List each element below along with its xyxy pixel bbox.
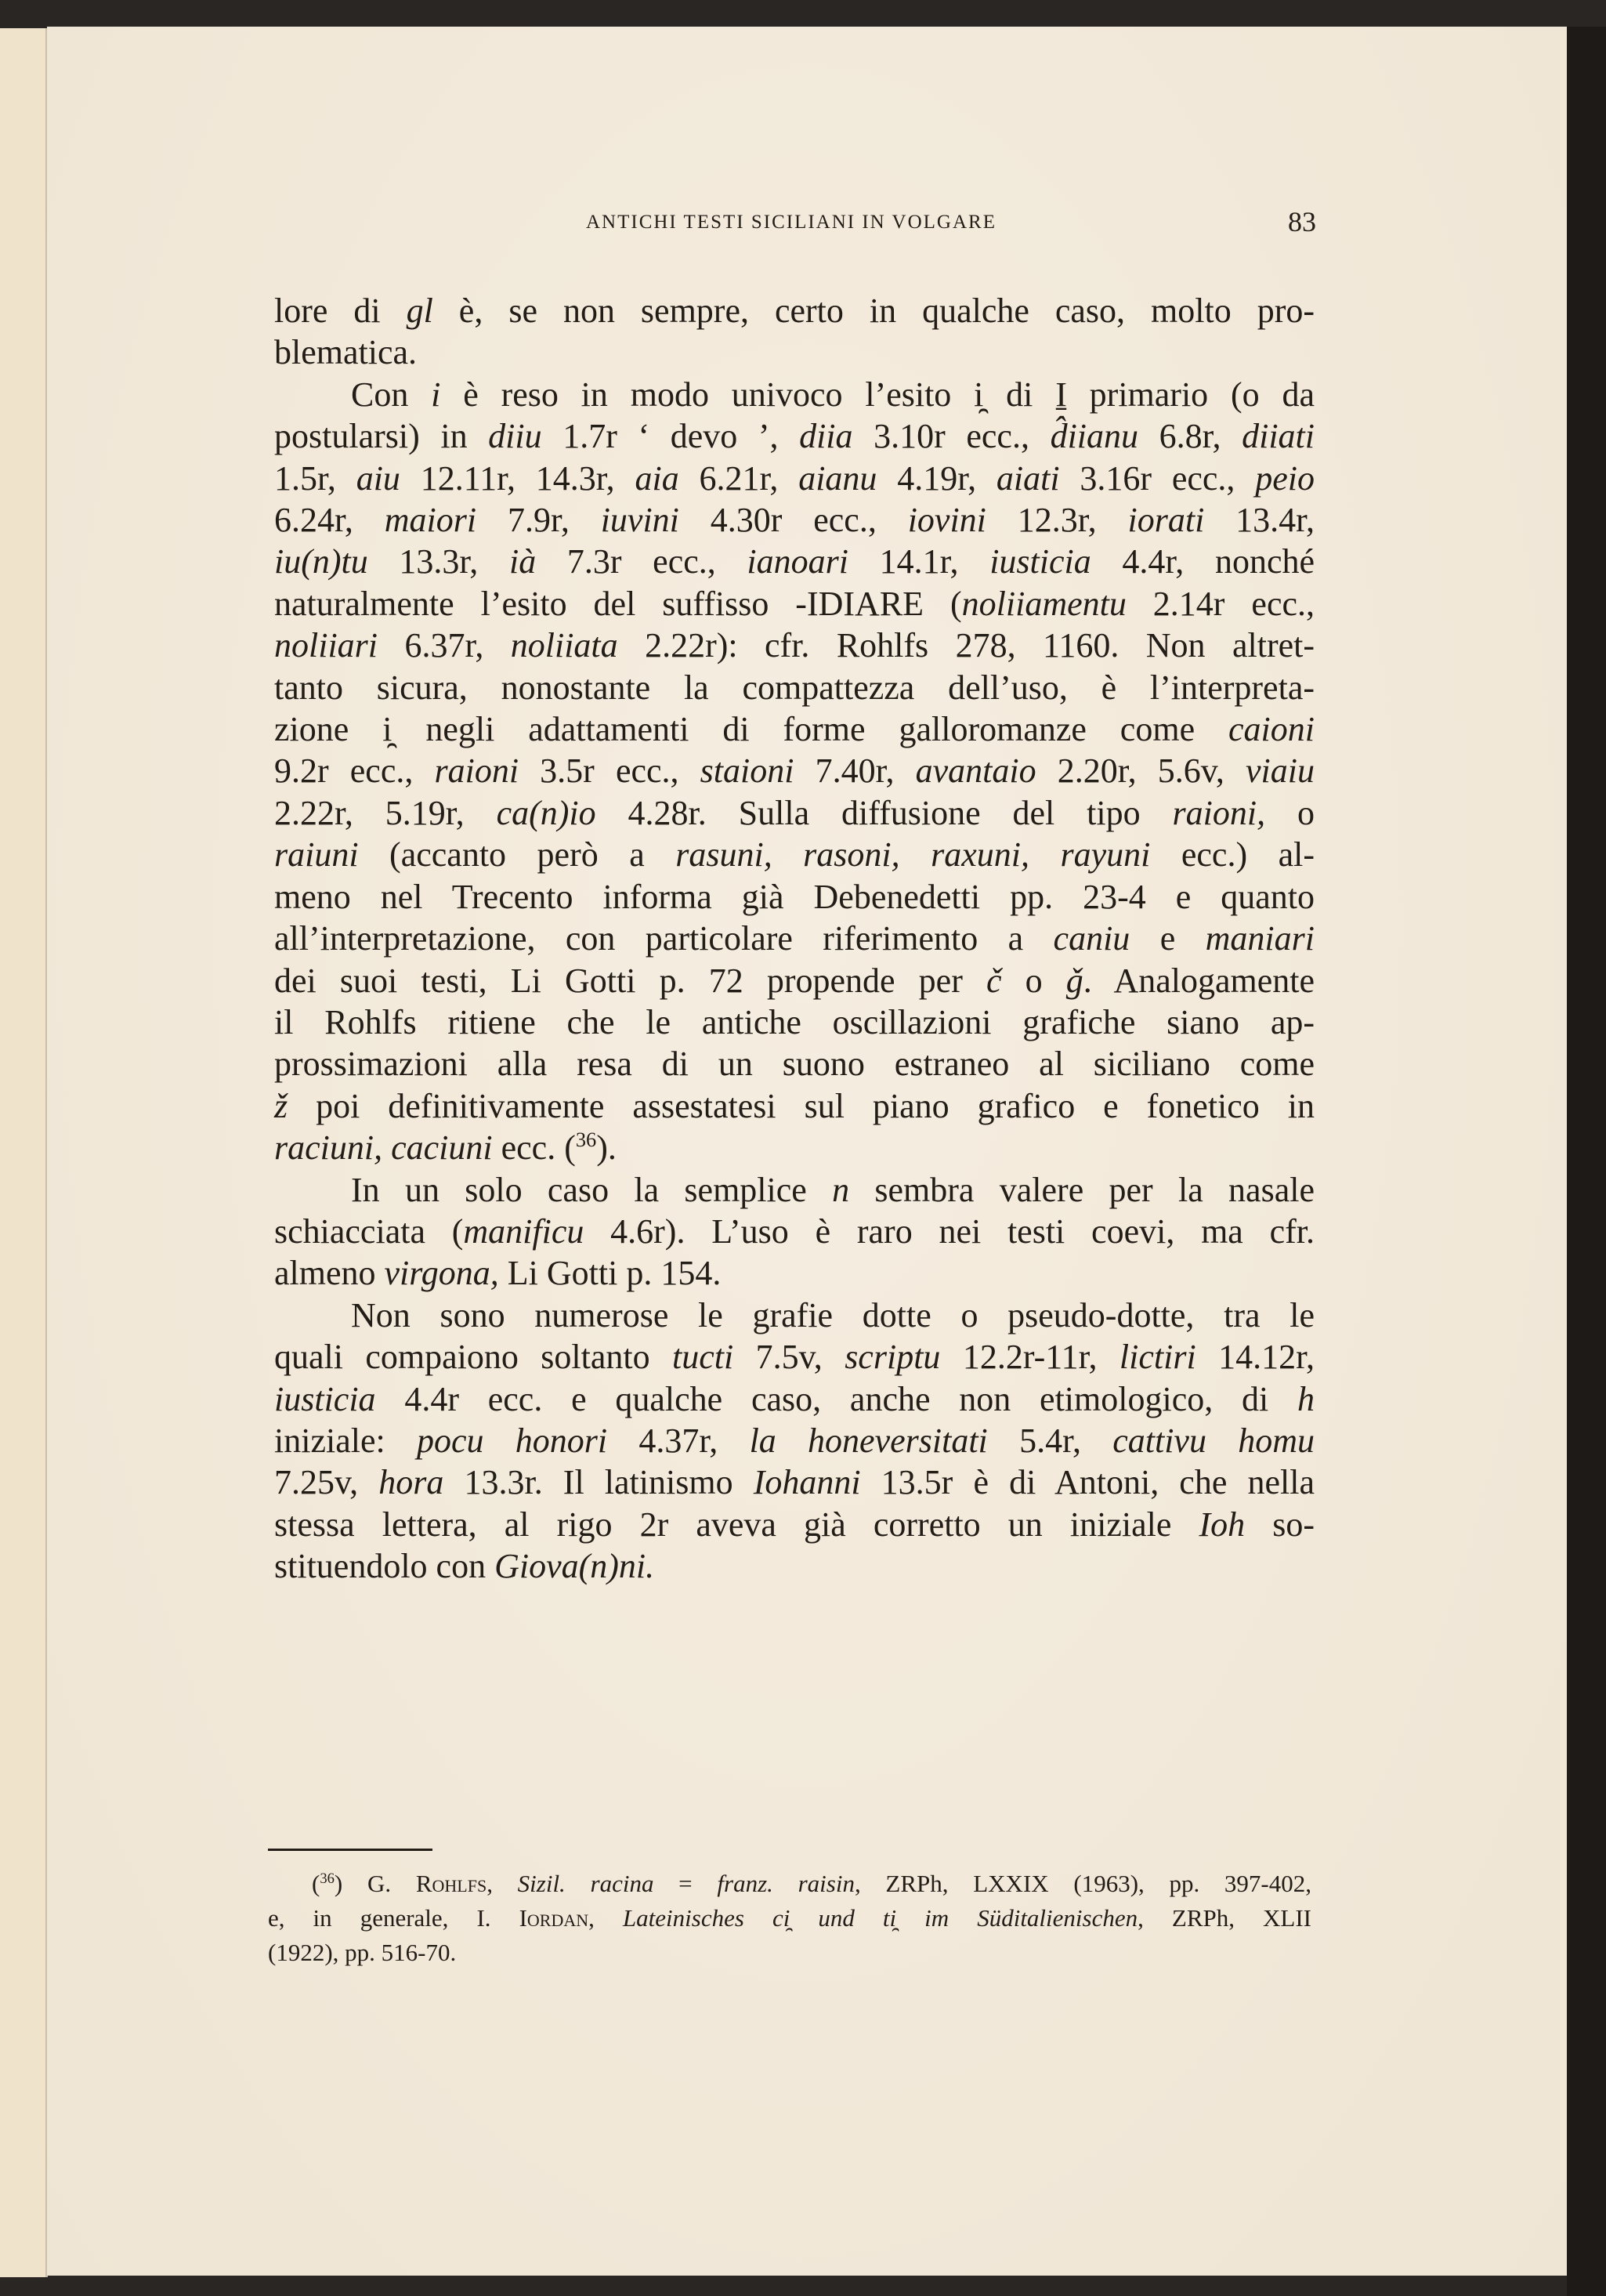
text-run: zione i̯ negli adattamenti di forme galloromanze come	[274, 710, 1229, 749]
text-line	[274, 1295, 1315, 1336]
text-run: (1922), pp. 516-70.	[268, 1939, 457, 1966]
text-run: 14.1r,	[848, 542, 990, 581]
italic-text: maniari	[1205, 919, 1315, 958]
italic-text: pocu honori	[416, 1421, 608, 1460]
italic-text: Sizil. racina	[517, 1870, 654, 1897]
italic-text: caioni	[1228, 710, 1315, 749]
text-run: 7.9r,	[476, 501, 601, 540]
text-line	[274, 1127, 1315, 1168]
text-run: sembra valere per la nasale	[849, 1170, 1315, 1209]
text-run: iniziale:	[274, 1421, 417, 1460]
italic-text: rasuni, rasoni, raxuni, rayuni	[675, 835, 1151, 875]
footnote-separator	[268, 1849, 432, 1851]
text-line	[274, 792, 1315, 834]
italic-text: noliiamentu	[961, 584, 1127, 623]
text-run: 14.12r,	[1195, 1338, 1315, 1377]
italic-text: Lateinisches ci̯ und ti̯ im Süditalienischen	[622, 1904, 1138, 1932]
italic-text: ž	[274, 1086, 288, 1125]
text-line	[274, 374, 1315, 415]
italic-text: tucti	[672, 1338, 734, 1377]
text-run: e, in generale, I.	[268, 1904, 519, 1932]
italic-text: ǧ	[1065, 961, 1083, 1000]
text-line	[274, 1169, 1315, 1211]
text-run: ) G.	[334, 1870, 416, 1897]
text-run: so-	[1245, 1505, 1315, 1544]
text-line	[274, 1504, 1315, 1545]
italic-text: n	[832, 1170, 850, 1209]
text-line	[274, 541, 1315, 582]
text-line	[274, 960, 1315, 1001]
text-run: 4.19r,	[877, 458, 997, 498]
text-line	[274, 331, 1315, 373]
text-run: 1.7r ‘ devo ’,	[541, 417, 800, 456]
text-line	[274, 667, 1315, 708]
italic-text: raiuni	[274, 835, 359, 875]
text-line	[274, 708, 1315, 750]
italic-text: peio	[1255, 458, 1315, 498]
text-line	[274, 1001, 1315, 1043]
text-run: almeno	[274, 1254, 385, 1293]
italic-text: raioni,	[1172, 793, 1266, 832]
text-run: Non sono numerose le grafie dotte o pseudo-dotte, tra le	[351, 1295, 1315, 1335]
text-run: Li Gotti p. 154.	[498, 1254, 722, 1293]
text-run: Con	[351, 375, 432, 414]
text-run: ,	[588, 1904, 623, 1932]
text-run: è, se non sempre, certo in qualche caso, molto pro-	[432, 292, 1315, 330]
italic-text: iusticia	[274, 1379, 376, 1418]
italic-text: noliiari	[274, 626, 378, 665]
text-line	[274, 834, 1315, 875]
text-run: poi definitivamente assestatesi sul piano grafico e fonetico in	[288, 1086, 1315, 1125]
text-run: prossimazioni alla resa di un suono estraneo al siciliano come	[274, 1045, 1315, 1084]
text-line	[274, 415, 1315, 457]
italic-text: virgona,	[384, 1254, 499, 1293]
italic-text: lictiri	[1119, 1338, 1196, 1377]
italic-text: aianu	[798, 458, 877, 498]
text-run: 3.10r ecc.,	[852, 417, 1051, 456]
text-run: ,	[487, 1870, 518, 1897]
italic-text: i	[431, 375, 441, 414]
text-run: =	[653, 1870, 718, 1897]
text-run: 7.40r,	[794, 751, 916, 791]
text-run: 1.5r,	[274, 458, 356, 498]
text-run: 6.37r,	[378, 626, 511, 665]
text-line	[268, 1936, 1311, 1970]
text-line	[274, 750, 1315, 791]
text-run: 12.2r-11r,	[940, 1338, 1119, 1377]
italic-text: gl	[406, 292, 433, 330]
italic-text: Giova(n)ni.	[494, 1547, 655, 1586]
paragraph	[274, 1295, 1315, 1588]
text-line	[274, 499, 1315, 541]
italic-text: viaiu	[1246, 751, 1315, 791]
italic-text: aia	[635, 458, 679, 498]
text-line	[274, 1420, 1315, 1461]
italic-text: č	[986, 961, 1002, 1000]
italic-text: cattivu homu	[1112, 1421, 1315, 1460]
italic-text: staioni	[700, 751, 794, 791]
italic-text: aiu	[356, 458, 400, 498]
text-run: o	[1001, 961, 1066, 1000]
italic-text: hora	[378, 1463, 444, 1502]
text-run: ecc. (	[492, 1128, 576, 1168]
text-run: 7.25v,	[274, 1463, 379, 1502]
footnotes	[268, 1867, 1311, 1970]
text-run: 4.37r,	[607, 1421, 750, 1460]
text-line	[268, 1867, 1311, 1901]
scan-border	[1567, 27, 1606, 2296]
italic-text: d̂iianu	[1050, 417, 1139, 456]
italic-text: h	[1297, 1379, 1315, 1418]
text-run: 12.3r,	[986, 501, 1128, 540]
text-line	[274, 918, 1315, 959]
text-line	[274, 290, 1315, 331]
text-line	[274, 583, 1315, 625]
text-run: meno nel Trecento informa già Debenedetti pp. 23-4 e quanto	[274, 877, 1315, 916]
text-run: 2.20r, 5.6v,	[1036, 751, 1246, 791]
text-run: 2.22r, 5.19r,	[274, 793, 497, 832]
text-run: 7.3r ecc.,	[536, 542, 747, 581]
text-run: schiacciata (	[274, 1211, 464, 1251]
footnote-ref: 36	[575, 1128, 597, 1152]
italic-text: iorati	[1127, 501, 1205, 540]
text-line	[274, 458, 1315, 499]
text-run: . Analogamente	[1083, 961, 1315, 1000]
italic-text: diiu	[488, 417, 542, 456]
italic-text: Iohanni	[753, 1463, 861, 1502]
italic-text: franz. raisin	[717, 1870, 855, 1897]
text-run: quali compaiono soltanto	[274, 1338, 673, 1377]
italic-text: diia	[799, 417, 853, 456]
text-run: all’interpretazione, con particolare riferimento a	[274, 919, 1054, 958]
italic-text: aiati	[996, 458, 1060, 498]
italic-text: avantaio	[915, 751, 1036, 791]
paragraph	[274, 1169, 1315, 1295]
text-run: 4.30r ecc.,	[678, 501, 908, 540]
text-run: è reso in modo univoco l’esito i̯ di I̱ primario (o da	[440, 375, 1315, 414]
text-run: 4.4r, nonché	[1091, 542, 1315, 581]
page-number: 83	[1288, 206, 1316, 237]
italic-text: raioni	[434, 751, 519, 791]
text-run: postularsi) in	[274, 417, 489, 456]
text-line	[274, 1545, 1315, 1587]
text-run: Iordan	[519, 1904, 589, 1932]
running-title: ANTICHI TESTI SICILIANI IN VOLGARE	[586, 212, 997, 233]
text-line	[268, 1901, 1311, 1936]
text-run: 7.5v,	[733, 1338, 845, 1377]
text-run: In un solo caso la semplice	[351, 1170, 833, 1209]
italic-text: iovini	[907, 501, 986, 540]
text-run: , ZRPh, LXXIX (1963), pp. 397-402,	[854, 1870, 1312, 1897]
text-run: 2.14r ecc.,	[1126, 584, 1315, 623]
text-run: 13.5r è di Antoni, che nella	[860, 1463, 1315, 1502]
text-run: (accanto però a	[358, 835, 676, 875]
text-run: 5.4r,	[987, 1421, 1113, 1460]
text-run: 6.8r,	[1138, 417, 1242, 456]
text-run: 9.2r ecc.,	[274, 751, 435, 791]
text-run: 3.5r ecc.,	[519, 751, 700, 791]
italic-text: ià	[508, 542, 537, 581]
text-line	[274, 1085, 1315, 1127]
text-line	[274, 1252, 1315, 1294]
italic-text: la honeversitati	[749, 1421, 988, 1460]
text-run: 3.16r ecc.,	[1059, 458, 1256, 498]
text-run: 12.11r, 14.3r,	[400, 458, 635, 498]
text-line	[274, 1336, 1315, 1378]
previous-page-edge	[0, 28, 48, 2277]
italic-text: maiori	[384, 501, 477, 540]
text-run: (	[312, 1870, 320, 1897]
text-run: 2.22r): cfr. Rohlfs 278, 1160. Non altret-	[617, 626, 1315, 665]
text-run: ecc.) al-	[1150, 835, 1315, 875]
text-run: Rohlfs	[415, 1870, 487, 1897]
text-line	[274, 1211, 1315, 1252]
text-run: ).	[596, 1128, 617, 1168]
paragraph	[274, 290, 1315, 374]
text-line	[274, 625, 1315, 666]
text-run: 4.28r. Sulla diffusione del tipo	[595, 793, 1173, 832]
text-line	[274, 1378, 1315, 1420]
text-run: naturalmente l’esito del suffisso -IDIARE (	[274, 584, 962, 623]
main-text	[274, 290, 1315, 1588]
text-run: e	[1130, 919, 1206, 958]
italic-text: manificu	[463, 1211, 584, 1251]
italic-text: iu(n)tu	[274, 542, 368, 581]
paragraph	[274, 374, 1315, 1169]
italic-text: raciuni, caciuni	[274, 1128, 493, 1168]
text-run: 13.4r,	[1204, 501, 1315, 540]
text-run: tanto sicura, nonostante la compattezza dell’uso, è l’interpreta-	[274, 668, 1315, 707]
italic-text: noliiata	[510, 626, 618, 665]
text-line	[274, 876, 1315, 918]
footnote-ref: 36	[320, 1870, 335, 1887]
italic-text: ca(n)io	[496, 793, 596, 832]
footnote	[268, 1867, 1311, 1970]
text-line	[274, 1043, 1315, 1085]
text-run: lore di	[274, 292, 407, 330]
text-run: o	[1265, 793, 1315, 832]
text-run: stituendolo con	[274, 1547, 495, 1586]
italic-text: Ioh	[1199, 1505, 1246, 1544]
text-run: 13.3r,	[367, 542, 509, 581]
italic-text: diiati	[1242, 417, 1315, 456]
italic-text: iuvini	[600, 501, 679, 540]
text-run: 4.4r ecc. e qualche caso, anche non etimologico, di	[375, 1379, 1297, 1418]
text-line	[274, 1461, 1315, 1503]
text-run: 6.24r,	[274, 501, 385, 540]
text-run: dei suoi testi, Li Gotti p. 72 propende per	[274, 961, 986, 1000]
italic-text: caniu	[1053, 919, 1130, 958]
text-run: 6.21r,	[678, 458, 799, 498]
italic-text: scriptu	[845, 1338, 941, 1377]
italic-text: iusticia	[989, 542, 1091, 581]
text-run: 13.3r. Il latinismo	[443, 1463, 754, 1502]
italic-text: ianoari	[747, 542, 848, 581]
text-run: , ZRPh, XLII	[1138, 1904, 1312, 1932]
text-run: 4.6r). L’uso è raro nei testi coevi, ma cfr.	[584, 1211, 1315, 1251]
text-run: blematica.	[274, 333, 418, 372]
text-run: stessa lettera, al rigo 2r aveva già corretto un iniziale	[274, 1505, 1199, 1544]
text-run: il Rohlfs ritiene che le antiche oscillazioni grafiche siano ap-	[274, 1002, 1315, 1041]
